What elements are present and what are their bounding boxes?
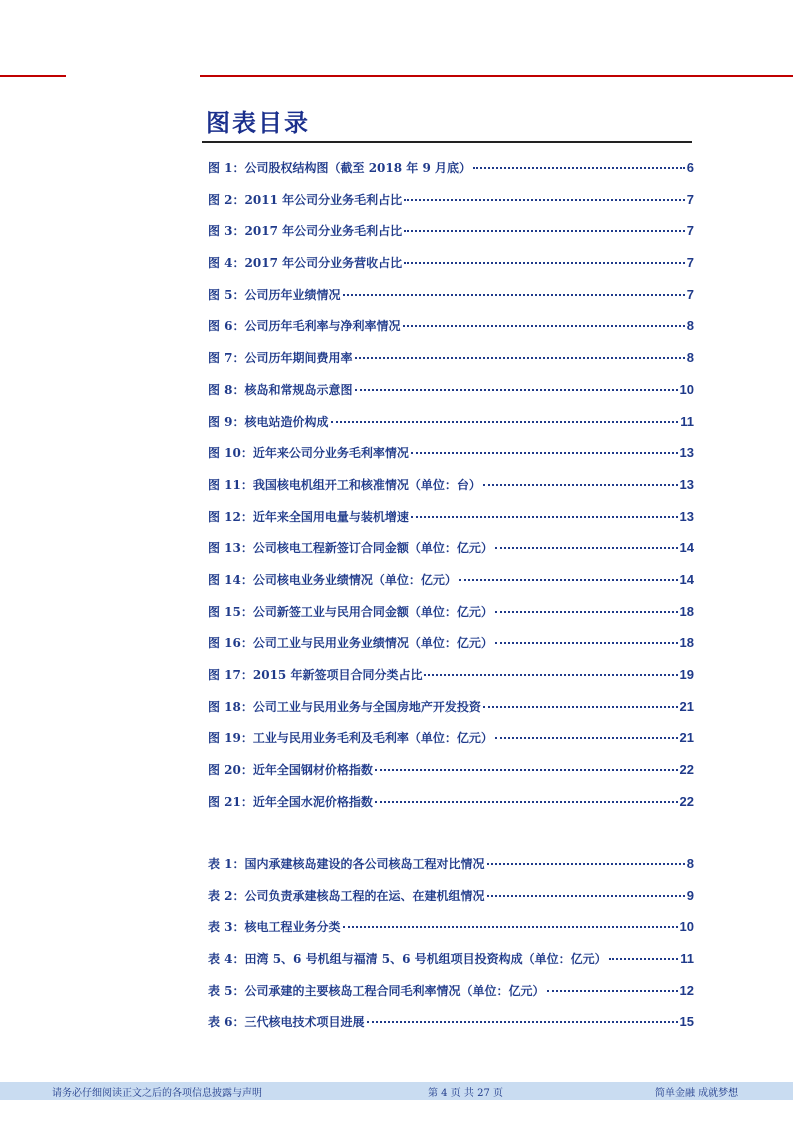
toc-entry-figure-21[interactable]	[208, 790, 694, 822]
entry-page: 18	[679, 635, 694, 651]
entry-page: 7	[686, 286, 694, 302]
toc-heading: 图表目录	[206, 108, 310, 137]
dot-leader	[487, 881, 685, 897]
entry-title: 图 5：公司历年业绩情况	[208, 287, 341, 302]
entry-page: 8	[686, 350, 694, 366]
entry-title: 表 4：田湾 5、6 号机组与福清 5、6 号机组项目投资构成（单位：亿元）	[208, 952, 607, 967]
entry-page: 15	[679, 1014, 694, 1030]
entry-page: 13	[679, 445, 694, 461]
entry-title: 图 15：公司新签工业与民用合同金额（单位：亿元）	[208, 604, 493, 619]
entry-title: 表 1：国内承建核岛建设的各公司核岛工程对比情况	[208, 857, 485, 871]
entry-page: 10	[679, 381, 694, 397]
entry-page: 11	[680, 413, 694, 429]
dot-leader	[367, 1007, 678, 1023]
heading-divider	[202, 141, 692, 143]
dot-leader	[404, 185, 685, 201]
dot-leader	[375, 787, 678, 803]
dot-leader	[343, 280, 685, 296]
entry-title: 图 4：2017 年公司分业务营收占比	[208, 256, 403, 271]
entry-page: 8	[686, 318, 694, 334]
entry-page: 9	[686, 887, 694, 903]
entry-page: 11	[680, 951, 694, 967]
toc-entry-figure-17[interactable]	[208, 663, 694, 695]
dot-leader	[403, 311, 685, 327]
dot-leader	[483, 470, 678, 486]
dot-leader	[331, 407, 679, 423]
toc-entry-figure-11[interactable]	[208, 473, 694, 505]
entry-page: 19	[679, 667, 694, 682]
figure-list	[208, 156, 694, 821]
toc-entry-figure-3[interactable]	[208, 219, 694, 251]
entry-title: 图 13：公司核电工程新签订合同金额（单位：亿元）	[208, 541, 493, 556]
dot-leader	[343, 912, 678, 928]
toc-entry-table-3[interactable]	[208, 915, 694, 947]
dot-leader	[487, 849, 685, 865]
entry-page: 22	[679, 793, 694, 809]
toc-entry-figure-10[interactable]	[208, 441, 694, 473]
toc-entry-table-4[interactable]	[208, 947, 694, 979]
toc-entry-figure-19[interactable]	[208, 726, 694, 758]
entry-page: 7	[686, 223, 694, 239]
toc-entry-figure-16[interactable]	[208, 631, 694, 663]
entry-title: 图 3：2017 年公司分业务毛利占比	[208, 224, 403, 239]
entry-page: 21	[679, 730, 694, 746]
entry-page: 6	[686, 160, 694, 175]
toc-entry-figure-18[interactable]	[208, 695, 694, 727]
toc-entry-figure-4[interactable]	[208, 251, 694, 283]
toc-entry-table-5[interactable]	[208, 979, 694, 1011]
entry-page: 7	[686, 255, 694, 271]
dot-leader	[547, 976, 678, 992]
dot-leader	[483, 692, 678, 708]
toc-entry-figure-5[interactable]	[208, 283, 694, 315]
toc-entry-figure-2[interactable]	[208, 188, 694, 220]
entry-title: 图 2：2011 年公司分业务毛利占比	[208, 192, 403, 207]
entry-title: 图 12：近年来全国用电量与装机增速	[208, 509, 409, 524]
entry-page: 21	[679, 698, 694, 714]
entry-title: 图 1：公司股权结构图（截至 2018 年 9 月底）	[208, 161, 471, 175]
dot-leader	[355, 343, 685, 359]
toc-entry-figure-1[interactable]	[208, 156, 694, 188]
entry-title: 图 10：近年来公司分业务毛利率情况	[208, 446, 409, 461]
table-list	[208, 852, 694, 1042]
toc-entry-figure-7[interactable]	[208, 346, 694, 378]
dot-leader	[355, 375, 678, 391]
entry-title: 图 9：核电站造价构成	[208, 414, 329, 429]
toc-entry-table-6[interactable]	[208, 1010, 694, 1042]
footer-slogan: 简单金融 成就梦想	[655, 1088, 739, 1099]
dot-leader	[411, 438, 678, 454]
dot-leader	[473, 153, 685, 169]
entry-page: 13	[679, 508, 694, 524]
entry-title: 图 21：近年全国水泥价格指数	[208, 794, 373, 809]
entry-page: 10	[679, 919, 694, 935]
dot-leader	[404, 216, 685, 232]
toc-entry-figure-6[interactable]	[208, 314, 694, 346]
entry-page: 14	[679, 540, 694, 556]
entry-title: 图 18：公司工业与民用业务与全国房地产开发投资	[208, 699, 481, 714]
entry-title: 图 17：2015 年新签项目合同分类占比	[208, 668, 423, 682]
dot-leader	[495, 723, 678, 739]
dot-leader	[459, 565, 678, 581]
entry-title: 表 3：核电工程业务分类	[208, 920, 341, 935]
dot-leader	[424, 660, 677, 676]
entry-page: 18	[679, 603, 694, 619]
toc-entry-table-2[interactable]	[208, 884, 694, 916]
entry-page: 7	[686, 191, 694, 207]
toc-entry-figure-8[interactable]	[208, 378, 694, 410]
entry-title: 图 6：公司历年毛利率与净利率情况	[208, 319, 401, 334]
toc-entry-figure-12[interactable]	[208, 505, 694, 537]
entry-page: 14	[679, 571, 694, 587]
entry-title: 图 14：公司核电业务业绩情况（单位：亿元）	[208, 572, 457, 587]
footer-page-number: 第 4 页 共 27 页	[428, 1088, 503, 1099]
header-rule-right	[200, 75, 793, 77]
dot-leader	[609, 944, 679, 960]
dot-leader	[375, 755, 678, 771]
entry-page: 12	[679, 982, 694, 998]
dot-leader	[411, 502, 678, 518]
toc-entry-figure-15[interactable]	[208, 600, 694, 632]
page-footer	[0, 1082, 793, 1100]
toc-entry-figure-9[interactable]	[208, 410, 694, 442]
entry-title: 图 19：工业与民用业务毛利及毛利率（单位：亿元）	[208, 731, 493, 746]
entry-title: 表 2：公司负责承建核岛工程的在运、在建机组情况	[208, 888, 485, 903]
entry-title: 图 16：公司工业与民用业务业绩情况（单位：亿元）	[208, 636, 493, 651]
entry-title: 图 20：近年全国钢材价格指数	[208, 763, 373, 778]
entry-title: 表 6：三代核电技术项目进展	[208, 1015, 365, 1030]
footer-disclaimer: 请务必仔细阅读正文之后的各项信息披露与声明	[52, 1088, 262, 1099]
entry-title: 图 7：公司历年期间费用率	[208, 351, 353, 366]
entry-page: 8	[686, 856, 694, 871]
dot-leader	[495, 597, 678, 613]
entry-title: 表 5：公司承建的主要核岛工程合同毛利率情况（单位：亿元）	[208, 983, 545, 998]
toc-entry-figure-14[interactable]	[208, 568, 694, 600]
toc-entry-table-1[interactable]	[208, 852, 694, 884]
toc-entry-figure-13[interactable]	[208, 536, 694, 568]
toc-entry-figure-20[interactable]	[208, 758, 694, 790]
header-rule-left	[0, 75, 66, 77]
entry-page: 22	[679, 762, 694, 778]
dot-leader	[495, 533, 678, 549]
entry-title: 图 11：我国核电机组开工和核准情况（单位：台）	[208, 477, 481, 492]
dot-leader	[404, 248, 685, 264]
entry-title: 图 8：核岛和常规岛示意图	[208, 382, 353, 397]
dot-leader	[495, 628, 678, 644]
entry-page: 13	[679, 476, 694, 492]
